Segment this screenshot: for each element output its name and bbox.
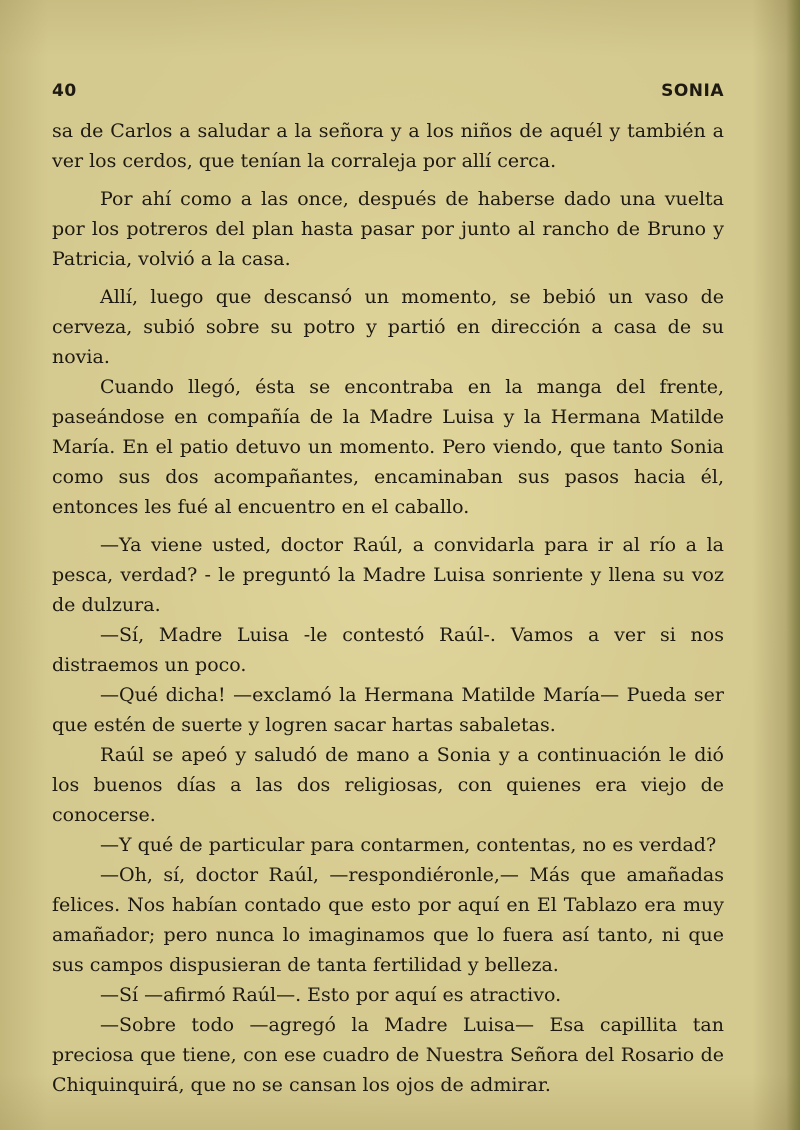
paragraph: —Sí —afirmó Raúl—. Esto por aquí es atractivo. (100, 984, 562, 1006)
paragraph: —Ya viene usted, doctor Raúl, a convidarla para ir al río a la pesca, verdad? - le preguntó la Madre Luisa sonriente y llena su voz de dulzura. (52, 534, 724, 616)
paragraph: Cuando llegó, ésta se encontraba en la manga del frente, paseándose en compañía de la Madre Luisa y la Hermana Matilde María. En el patio detuvo un momento. Pero viendo, que tanto Sonia como sus dos acompañantes, encaminaban sus pasos hacia él, entonces les fué al encuentro en el caballo. (52, 376, 724, 518)
paragraph: —Qué dicha! —exclamó la Hermana Matilde María— Pueda ser que estén de suerte y logren sacar hartas sabaletas. (52, 684, 724, 736)
paragraph: Por ahí como a las once, después de haberse dado una vuelta por los potreros del plan hasta pasar por junto al rancho de Bruno y Patricia, volvió a la casa. (52, 188, 724, 270)
paragraph: Allí, luego que descansó un momento, se bebió un vaso de cerveza, subió sobre su potro y partió en dirección a casa de su novia. (52, 286, 724, 368)
running-title: SONIA (661, 81, 724, 101)
paragraph: —Oh, sí, doctor Raúl, —respondiéronle,— Más que amañadas felices. Nos habían contado que esto por aquí en El Tablazo era muy amañador; pero nunca lo imaginamos que lo fuera así tanto, ni que sus campos dispusieran de tanta fertilidad y belleza. (52, 864, 724, 976)
body-text (52, 116, 724, 1100)
paragraph: sa de Carlos a saludar a la señora y a los niños de aquél y también a ver los cerdos, que tenían la corraleja por allí cerca. (52, 120, 724, 172)
paragraph: —Sobre todo —agregó la Madre Luisa— Esa capillita tan preciosa que tiene, con ese cuadro de Nuestra Señora del Rosario de Chiquinquirá, que no se cansan los ojos de admirar. (52, 1014, 724, 1096)
running-head (52, 81, 724, 105)
paragraph: —Y qué de particular para contarmen, contentas, no es verdad? (100, 834, 717, 856)
page-edge-shadow (786, 0, 800, 1130)
paragraph: —Sí, Madre Luisa -le contestó Raúl-. Vamos a ver si nos distraemos un poco. (52, 624, 724, 676)
page-number: 40 (52, 81, 77, 101)
paragraph: Raúl se apeó y saludó de mano a Sonia y a continuación le dió los buenos días a las dos religiosas, con quienes era viejo de conocerse. (52, 744, 724, 826)
